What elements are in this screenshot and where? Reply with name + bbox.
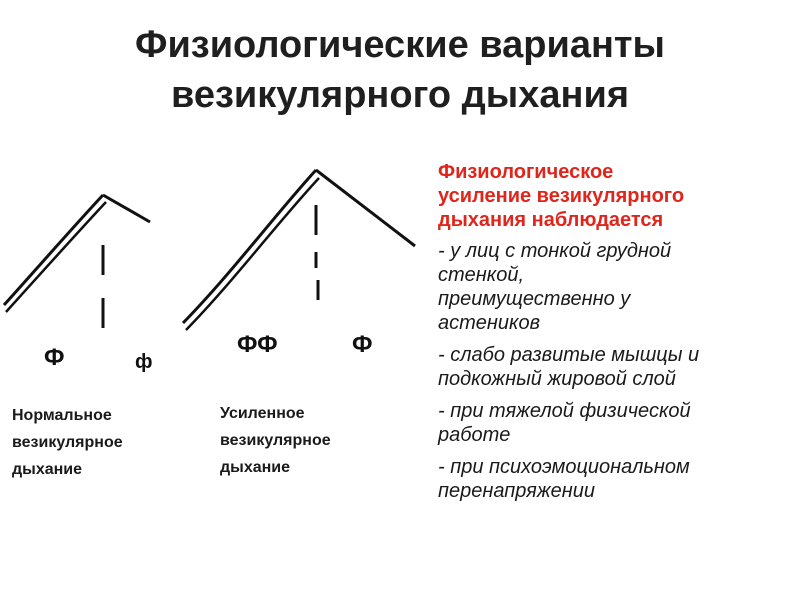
slide-title (0, 20, 800, 120)
intro-line: Физиологическое (438, 161, 614, 183)
intro-line: дыхания наблюдается (438, 209, 664, 231)
caption-line: везикулярное (12, 434, 123, 451)
point-line: - при психоэмоциональном (438, 456, 690, 478)
point-line: - у лиц с тонкой грудной (438, 240, 672, 262)
caption-line: Нормальное (12, 407, 112, 424)
enhanced-breathing-caption (220, 400, 331, 481)
point-line: преимущественно у (438, 288, 631, 310)
description-point (438, 343, 793, 391)
intro-line: усиление везикулярного (438, 185, 685, 207)
point-line: перенапряжении (438, 480, 596, 502)
title-line-1: Физиологические варианты (135, 24, 665, 66)
point-line: стенкой, (438, 264, 525, 286)
description-intro (438, 160, 793, 232)
normal-breathing-caption (12, 402, 123, 483)
enhanced-inspiration-phase-label: ФФ (237, 331, 278, 358)
caption-line: Усиленное (220, 405, 305, 422)
description-point (438, 455, 793, 503)
normal-inspiration-line-inner (6, 202, 106, 312)
description-panel (438, 160, 793, 511)
caption-line: дыхание (12, 461, 83, 478)
point-line: - при тяжелой физической (438, 400, 691, 422)
normal-breathing-curve (4, 195, 153, 373)
breathing-diagram (0, 140, 440, 390)
point-line: - слабо развитые мышцы и (438, 344, 700, 366)
enhanced-inspiration-line (183, 170, 316, 323)
description-point (438, 399, 793, 447)
normal-inspiration-line (4, 195, 103, 305)
enhanced-breathing-curve (183, 170, 415, 358)
point-line: работе (438, 424, 511, 446)
caption-line: дыхание (220, 459, 291, 476)
enhanced-expiration-phase-label: Ф (352, 331, 373, 358)
title-line-2: везикулярного дыхания (170, 74, 629, 116)
enhanced-expiration-line (316, 170, 415, 246)
point-line: подкожный жировой слой (438, 368, 676, 390)
normal-expiration-phase-label: ф (135, 351, 153, 373)
caption-line: везикулярное (220, 432, 331, 449)
description-point (438, 239, 793, 335)
normal-expiration-line (103, 195, 150, 222)
normal-inspiration-phase-label: Ф (44, 344, 65, 371)
enhanced-inspiration-line-inner (186, 178, 319, 330)
point-line: астеников (438, 312, 541, 334)
